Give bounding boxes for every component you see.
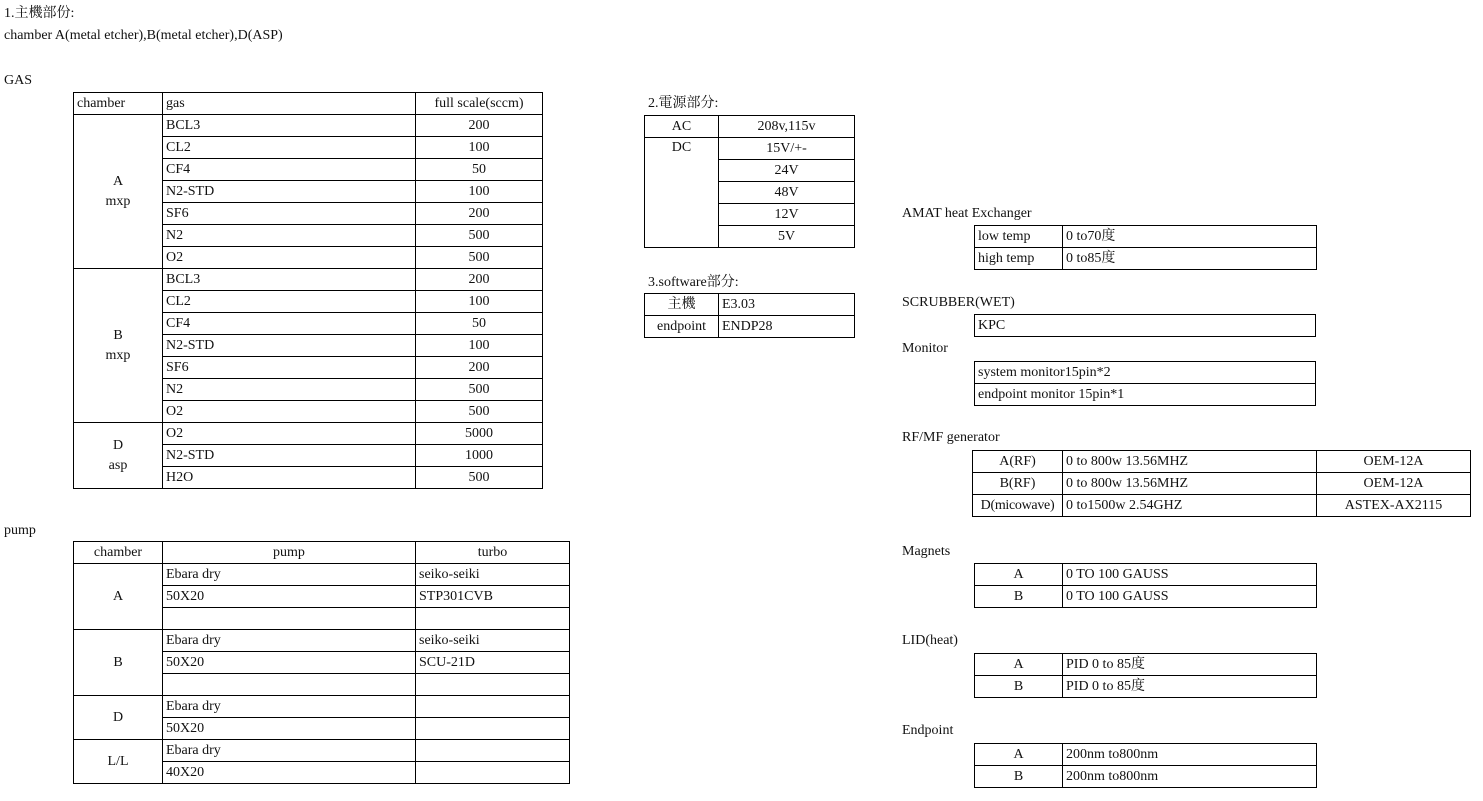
- gas-cell: O2: [163, 247, 416, 269]
- gas-cell: CL2: [163, 137, 416, 159]
- rf-label: A(RF): [973, 451, 1063, 473]
- turbo-cell: seiko-seiki: [416, 564, 570, 586]
- table-row: [975, 564, 1317, 586]
- scale-cell: 5000: [416, 423, 543, 445]
- software-table: [644, 293, 855, 338]
- endpoint-label: B: [975, 766, 1063, 788]
- pump-cell: Ebara dry: [163, 740, 416, 762]
- software-value: E3.03: [719, 294, 855, 316]
- section1-title: 1.主機部份:: [4, 6, 75, 21]
- dc-label: DC: [645, 138, 719, 248]
- scale-cell: 200: [416, 115, 543, 137]
- temp-value: 0 to70度: [1063, 226, 1317, 248]
- table-row: [975, 248, 1317, 270]
- lid-value: PID 0 to 85度: [1063, 676, 1317, 698]
- rf-generator-title: RF/MF generator: [902, 430, 1000, 445]
- scale-cell: 500: [416, 247, 543, 269]
- pump-chamber-ll: L/L: [74, 740, 163, 784]
- header-cell: pump: [163, 542, 416, 564]
- chamber-name: A: [112, 173, 124, 189]
- header-cell: full scale(sccm): [416, 93, 543, 115]
- scrubber-value: KPC: [975, 315, 1316, 337]
- pump-label: pump: [4, 523, 36, 538]
- endpoint-value: 200nm to800nm: [1063, 766, 1317, 788]
- magnets-title: Magnets: [902, 544, 951, 559]
- lid-label: B: [975, 676, 1063, 698]
- rf-spec: 0 to 800w 13.56MHZ: [1063, 473, 1317, 495]
- rf-model: OEM-12A: [1317, 451, 1471, 473]
- pump-cell: Ebara dry: [163, 564, 416, 586]
- heat-exchanger-table: [974, 225, 1317, 270]
- turbo-cell: [416, 740, 570, 762]
- pump-cell: 40X20: [163, 762, 416, 784]
- gas-cell: BCL3: [163, 115, 416, 137]
- table-row: [975, 586, 1317, 608]
- monitor-title: Monitor: [902, 341, 948, 356]
- gas-cell: N2: [163, 225, 416, 247]
- dc-value: 12V: [719, 204, 855, 226]
- endpoint-table: [974, 743, 1317, 788]
- scale-cell: 100: [416, 335, 543, 357]
- gas-cell: SF6: [163, 203, 416, 225]
- pump-cell: Ebara dry: [163, 696, 416, 718]
- scale-cell: 500: [416, 379, 543, 401]
- scrubber-table: [974, 314, 1316, 337]
- chamber-sub: mxp: [105, 347, 131, 363]
- software-label: 主機: [645, 294, 719, 316]
- chamber-name: B: [113, 327, 123, 343]
- rf-label: B(RF): [973, 473, 1063, 495]
- pump-cell: Ebara dry: [163, 630, 416, 652]
- table-row: [74, 630, 570, 652]
- power-title: 2.電源部分:: [648, 96, 719, 111]
- table-row: [975, 226, 1317, 248]
- gas-table-header: [74, 93, 543, 115]
- dc-value: 24V: [719, 160, 855, 182]
- header-cell: gas: [163, 93, 416, 115]
- pump-cell: [163, 608, 416, 630]
- scale-cell: 100: [416, 137, 543, 159]
- table-row: [645, 116, 855, 138]
- turbo-cell: [416, 718, 570, 740]
- magnets-table: [974, 563, 1317, 608]
- pump-chamber-a: A: [74, 564, 163, 630]
- lid-title: LID(heat): [902, 633, 958, 648]
- chambers-line: chamber A(metal etcher),B(metal etcher),D(ASP): [4, 28, 283, 43]
- table-row: [74, 115, 543, 137]
- gas-cell: N2: [163, 379, 416, 401]
- ac-value: 208v,115v: [719, 116, 855, 138]
- gas-cell: N2-STD: [163, 181, 416, 203]
- table-row: [973, 495, 1471, 517]
- header-cell: chamber: [74, 93, 163, 115]
- ac-label: AC: [645, 116, 719, 138]
- magnet-value: 0 TO 100 GAUSS: [1063, 564, 1317, 586]
- endpoint-label: A: [975, 744, 1063, 766]
- dc-value: 15V/+-: [719, 138, 855, 160]
- scale-cell: 500: [416, 401, 543, 423]
- software-label: endpoint: [645, 316, 719, 338]
- table-row: [973, 451, 1471, 473]
- endpoint-title: Endpoint: [902, 723, 954, 738]
- scale-cell: 200: [416, 269, 543, 291]
- gas-cell: O2: [163, 423, 416, 445]
- turbo-cell: [416, 762, 570, 784]
- table-row: [74, 423, 543, 445]
- rf-model: ASTEX-AX2115: [1317, 495, 1471, 517]
- table-row: [975, 384, 1316, 406]
- table-row: [975, 676, 1317, 698]
- table-row: [975, 744, 1317, 766]
- temp-label: high temp: [975, 248, 1063, 270]
- table-row: [973, 473, 1471, 495]
- lid-table: [974, 653, 1317, 698]
- table-row: [74, 740, 570, 762]
- temp-value: 0 to85度: [1063, 248, 1317, 270]
- gas-label: GAS: [4, 73, 33, 88]
- magnet-label: B: [975, 586, 1063, 608]
- magnet-value: 0 TO 100 GAUSS: [1063, 586, 1317, 608]
- gas-cell: BCL3: [163, 269, 416, 291]
- scale-cell: 100: [416, 181, 543, 203]
- software-value: ENDP28: [719, 316, 855, 338]
- scale-cell: 500: [416, 467, 543, 489]
- turbo-cell: SCU-21D: [416, 652, 570, 674]
- gas-cell: CF4: [163, 159, 416, 181]
- chamber-sub: asp: [108, 457, 128, 473]
- pump-chamber-d: D: [74, 696, 163, 740]
- table-row: [74, 564, 570, 586]
- pump-cell: 50X20: [163, 586, 416, 608]
- turbo-cell: STP301CVB: [416, 586, 570, 608]
- header-cell: turbo: [416, 542, 570, 564]
- monitor-item: endpoint monitor 15pin*1: [975, 384, 1316, 406]
- scale-cell: 500: [416, 225, 543, 247]
- rf-label: D(micowave): [973, 495, 1063, 517]
- turbo-cell: [416, 696, 570, 718]
- turbo-cell: seiko-seiki: [416, 630, 570, 652]
- gas-cell: CL2: [163, 291, 416, 313]
- rf-model: OEM-12A: [1317, 473, 1471, 495]
- scale-cell: 1000: [416, 445, 543, 467]
- scale-cell: 50: [416, 159, 543, 181]
- scale-cell: 100: [416, 291, 543, 313]
- gas-cell: H2O: [163, 467, 416, 489]
- pump-cell: 50X20: [163, 718, 416, 740]
- dc-value: 5V: [719, 226, 855, 248]
- pump-cell: [163, 674, 416, 696]
- monitor-table: [974, 361, 1316, 406]
- rf-spec: 0 to1500w 2.54GHZ: [1063, 495, 1317, 517]
- gas-cell: N2-STD: [163, 335, 416, 357]
- table-row: [74, 696, 570, 718]
- dc-value: 48V: [719, 182, 855, 204]
- endpoint-value: 200nm to800nm: [1063, 744, 1317, 766]
- header-cell: chamber: [74, 542, 163, 564]
- chamber-sub: mxp: [105, 193, 131, 209]
- heat-exchanger-title: AMAT heat Exchanger: [902, 206, 1032, 221]
- pump-table-header: [74, 542, 570, 564]
- table-row: [645, 294, 855, 316]
- pump-table: [73, 541, 570, 784]
- scale-cell: 200: [416, 357, 543, 379]
- table-row: [645, 316, 855, 338]
- gas-table: [73, 92, 543, 489]
- scale-cell: 50: [416, 313, 543, 335]
- turbo-cell: [416, 608, 570, 630]
- pump-chamber-b: B: [74, 630, 163, 696]
- table-row: [975, 766, 1317, 788]
- table-row: [975, 654, 1317, 676]
- table-row: [975, 315, 1316, 337]
- chamber-cell-a: [74, 115, 163, 269]
- power-table: [644, 115, 855, 248]
- gas-cell: N2-STD: [163, 445, 416, 467]
- chamber-cell-d: [74, 423, 163, 489]
- lid-value: PID 0 to 85度: [1063, 654, 1317, 676]
- monitor-item: system monitor15pin*2: [975, 362, 1316, 384]
- gas-cell: O2: [163, 401, 416, 423]
- gas-cell: CF4: [163, 313, 416, 335]
- table-row: [975, 362, 1316, 384]
- table-row: [645, 138, 855, 160]
- scrubber-title: SCRUBBER(WET): [902, 295, 1015, 310]
- lid-label: A: [975, 654, 1063, 676]
- rf-generator-table: [972, 450, 1471, 517]
- software-title: 3.software部分:: [648, 275, 739, 290]
- chamber-name: D: [112, 437, 124, 453]
- pump-cell: 50X20: [163, 652, 416, 674]
- table-row: [74, 269, 543, 291]
- magnet-label: A: [975, 564, 1063, 586]
- turbo-cell: [416, 674, 570, 696]
- chamber-cell-b: [74, 269, 163, 423]
- temp-label: low temp: [975, 226, 1063, 248]
- scale-cell: 200: [416, 203, 543, 225]
- rf-spec: 0 to 800w 13.56MHZ: [1063, 451, 1317, 473]
- gas-cell: SF6: [163, 357, 416, 379]
